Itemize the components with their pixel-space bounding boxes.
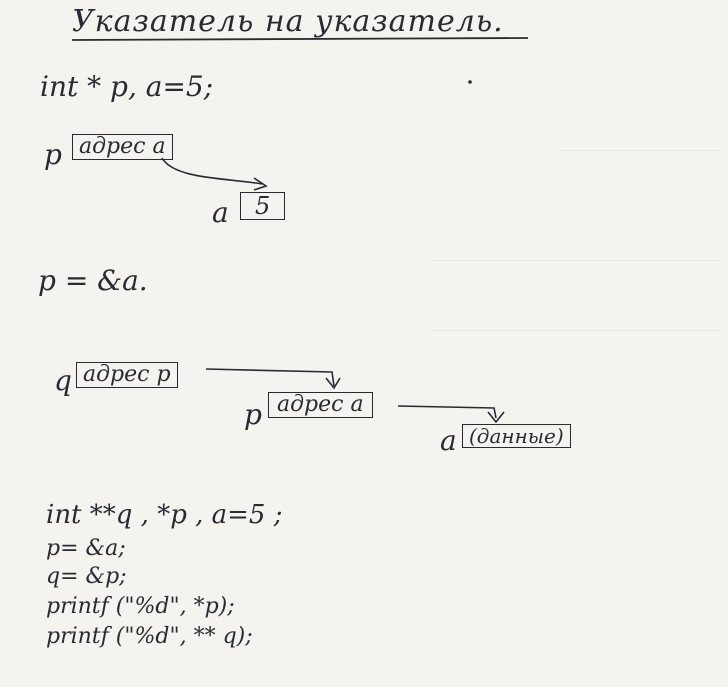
variable-a-box: 5 (240, 192, 285, 220)
arrow-p-to-a (162, 158, 262, 184)
variable-a-data-box: (данные) (462, 424, 571, 448)
pencil-dot (468, 80, 472, 84)
pointer-q-box: адрес p (76, 362, 178, 388)
code-line-3: q= &p; (46, 564, 127, 589)
code-line-5: printf ("%d", ** q); (46, 624, 253, 649)
title-underline (72, 38, 528, 40)
assignment-line: p = &a. (38, 264, 148, 297)
pointer-p-label: p (44, 138, 62, 171)
code-line-4: printf ("%d", *p); (46, 594, 235, 619)
code-line-1: int **q , *p , a=5 ; (46, 500, 283, 530)
variable-a-label: a (212, 196, 229, 229)
pointer-p-box: адрес a (72, 134, 173, 160)
pointer-p-label-2: p (244, 398, 262, 431)
page-title: Указатель на указатель. (72, 4, 504, 39)
pointer-q-label: q (54, 364, 72, 397)
arrow-p-to-a-2 (398, 406, 496, 418)
code-line-2: p= &a; (46, 536, 126, 561)
pointer-p-box-2: адрес a (268, 392, 373, 418)
declaration-line: int * p, a=5; (40, 70, 214, 103)
arrow-q-to-p (206, 369, 334, 386)
variable-a-label-2: a (440, 424, 457, 457)
